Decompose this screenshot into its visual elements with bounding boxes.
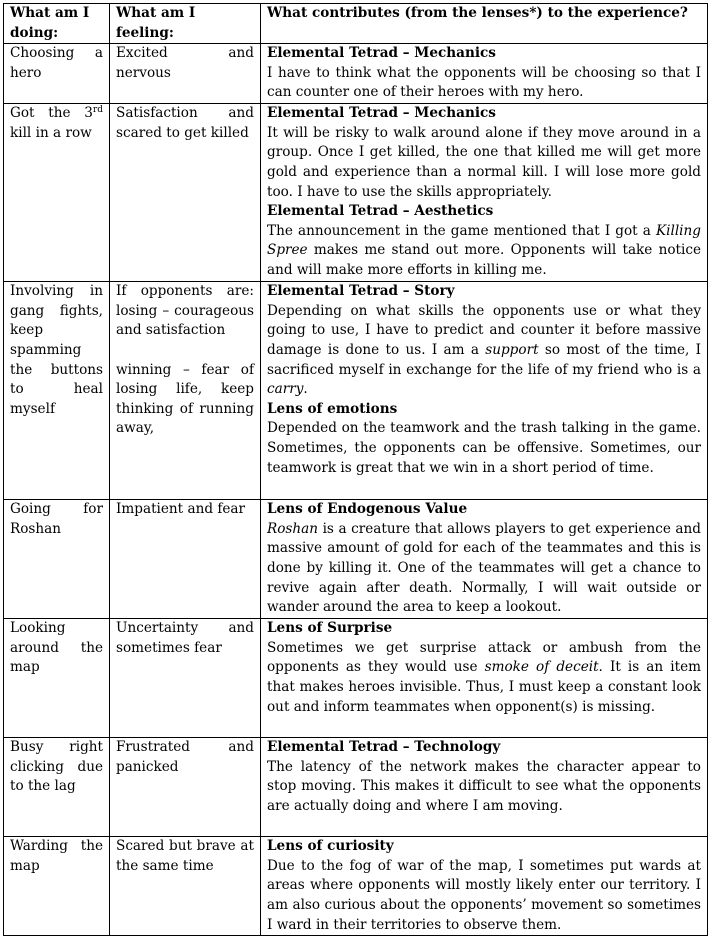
table-row (4, 837, 708, 936)
cell-lenses (261, 619, 708, 738)
ordinal-suffix: rd (92, 105, 103, 116)
lens-text-part: The announcement in the game mentioned that I got a (267, 222, 656, 239)
cell-lenses (261, 500, 708, 619)
lens-text (267, 302, 701, 400)
cell-doing (4, 104, 110, 282)
lens-text-emphasis: Killing Spree (267, 222, 701, 259)
cell-lenses (261, 44, 708, 104)
lens-text-emphasis: smoke of deceit. (484, 659, 603, 676)
lens-text-part: Sometimes we get surprise attack or ambush from the opponents as they would use (267, 639, 701, 676)
feeling-text: winning – fear of losing life, keep thinking of running away, (116, 361, 254, 437)
feeling-text: If opponents are: losing – courageous and satisfaction (116, 283, 254, 339)
lens-title: Lens of Surprise (267, 620, 393, 637)
header-contributes: What contributes (from the lenses*) to the experience? (261, 4, 708, 44)
cell-feeling: Excited and nervous (110, 44, 261, 104)
cell-feeling: Uncertainty and sometimes fear (110, 619, 261, 738)
lens-title: Elemental Tetrad – Story (267, 283, 455, 300)
cell-doing: Warding the map (4, 837, 110, 936)
lens-text-emphasis: support (485, 341, 539, 358)
cell-feeling (110, 282, 261, 500)
header-doing: What am I doing: (4, 4, 110, 44)
lens-title: Elemental Tetrad – Technology (267, 739, 501, 756)
lens-text-part: Depending on what skills the opponents use or what they going to use, I have to predict and counter it before massive damage is done to us. I am a (267, 302, 701, 358)
doing-text: Got the 3 (10, 105, 93, 122)
lens-text-part: is a creature that allows players to get experience and massive amount of gold for each of the teammates and this is done by killing it. One of the teammates will get a chance to revive again after death. Normally, I will wait outside or wander around the area to keep a lookout. (267, 520, 701, 616)
lens-title: Elemental Tetrad – Aesthetics (267, 203, 494, 220)
cell-lenses (261, 837, 708, 936)
lens-title: Lens of Endogenous Value (267, 501, 468, 518)
cell-lenses (261, 282, 708, 500)
lens-text: It will be risky to walk around alone if they move around in a group. Once I get killed, the one that killed me will get more gold and experience than a normal kill. I will lose more gold too. I have to use the skills appropriately. (267, 124, 701, 200)
table-row (4, 500, 708, 619)
cell-lenses (261, 738, 708, 837)
lens-title: Lens of emotions (267, 400, 398, 417)
lens-text-part: so most of the time, I sacrificed myself in exchange for the life of my friend who is a (267, 341, 702, 378)
lens-text-part: . (303, 381, 308, 398)
header-row (4, 4, 708, 44)
lens-text-emphasis: Roshan (267, 520, 319, 537)
experience-table (3, 3, 708, 936)
lens-text: Due to the fog of war of the map, I sometimes put wards at areas where opponents will mostly likely enter our territory. I am also curious about the opponents’ movement so sometimes I ward in their territories to observe them. (267, 857, 701, 933)
lens-text: The latency of the network makes the character appear to stop moving. This makes it difficult to see what the opponents are actually doing and where I am moving. (267, 758, 701, 814)
header-feeling: What am I feeling: (110, 4, 261, 44)
cell-feeling: Scared but brave at the same time (110, 837, 261, 936)
lens-text (267, 520, 701, 618)
cell-doing: Busy right clicking due to the lag (4, 738, 110, 837)
lens-text (267, 639, 701, 717)
cell-doing: Choosing a hero (4, 44, 110, 104)
lens-title: Lens of curiosity (267, 838, 394, 855)
spacer (116, 341, 254, 361)
cell-feeling: Satisfaction and scared to get killed (110, 104, 261, 282)
table-row (4, 619, 708, 738)
lens-title: Elemental Tetrad – Mechanics (267, 105, 496, 122)
lens-text-emphasis: carry (267, 381, 304, 398)
lens-text (267, 222, 701, 281)
cell-doing: Looking around the map (4, 619, 110, 738)
table-row (4, 44, 708, 104)
table-row (4, 282, 708, 500)
cell-doing: Involving in gang fights, keep spamming the buttons to heal myself (4, 282, 110, 500)
cell-lenses (261, 104, 708, 282)
lens-text: Depended on the teamwork and the trash talking in the game. Sometimes, the opponents can be offensive. Sometimes, our teamwork is great that we win in a short period of time. (267, 420, 701, 476)
cell-feeling: Frustrated and panicked (110, 738, 261, 837)
lens-title: Elemental Tetrad – Mechanics (267, 45, 496, 62)
lens-text-part: It is an item that makes heroes invisible. Thus, I must keep a constant look out and inform teammates when opponent(s) is missing. (267, 659, 701, 715)
table-row (4, 738, 708, 837)
cell-doing: Going for Roshan (4, 500, 110, 619)
doing-text: kill in a row (10, 124, 92, 141)
cell-feeling: Impatient and fear (110, 500, 261, 619)
lens-text-part: makes me stand out more. Opponents will take notice and will make more efforts in killing me. (267, 242, 701, 278)
table-row (4, 104, 708, 282)
lens-text: I have to think what the opponents will be choosing so that I can counter one of their heroes with my hero. (267, 64, 701, 101)
